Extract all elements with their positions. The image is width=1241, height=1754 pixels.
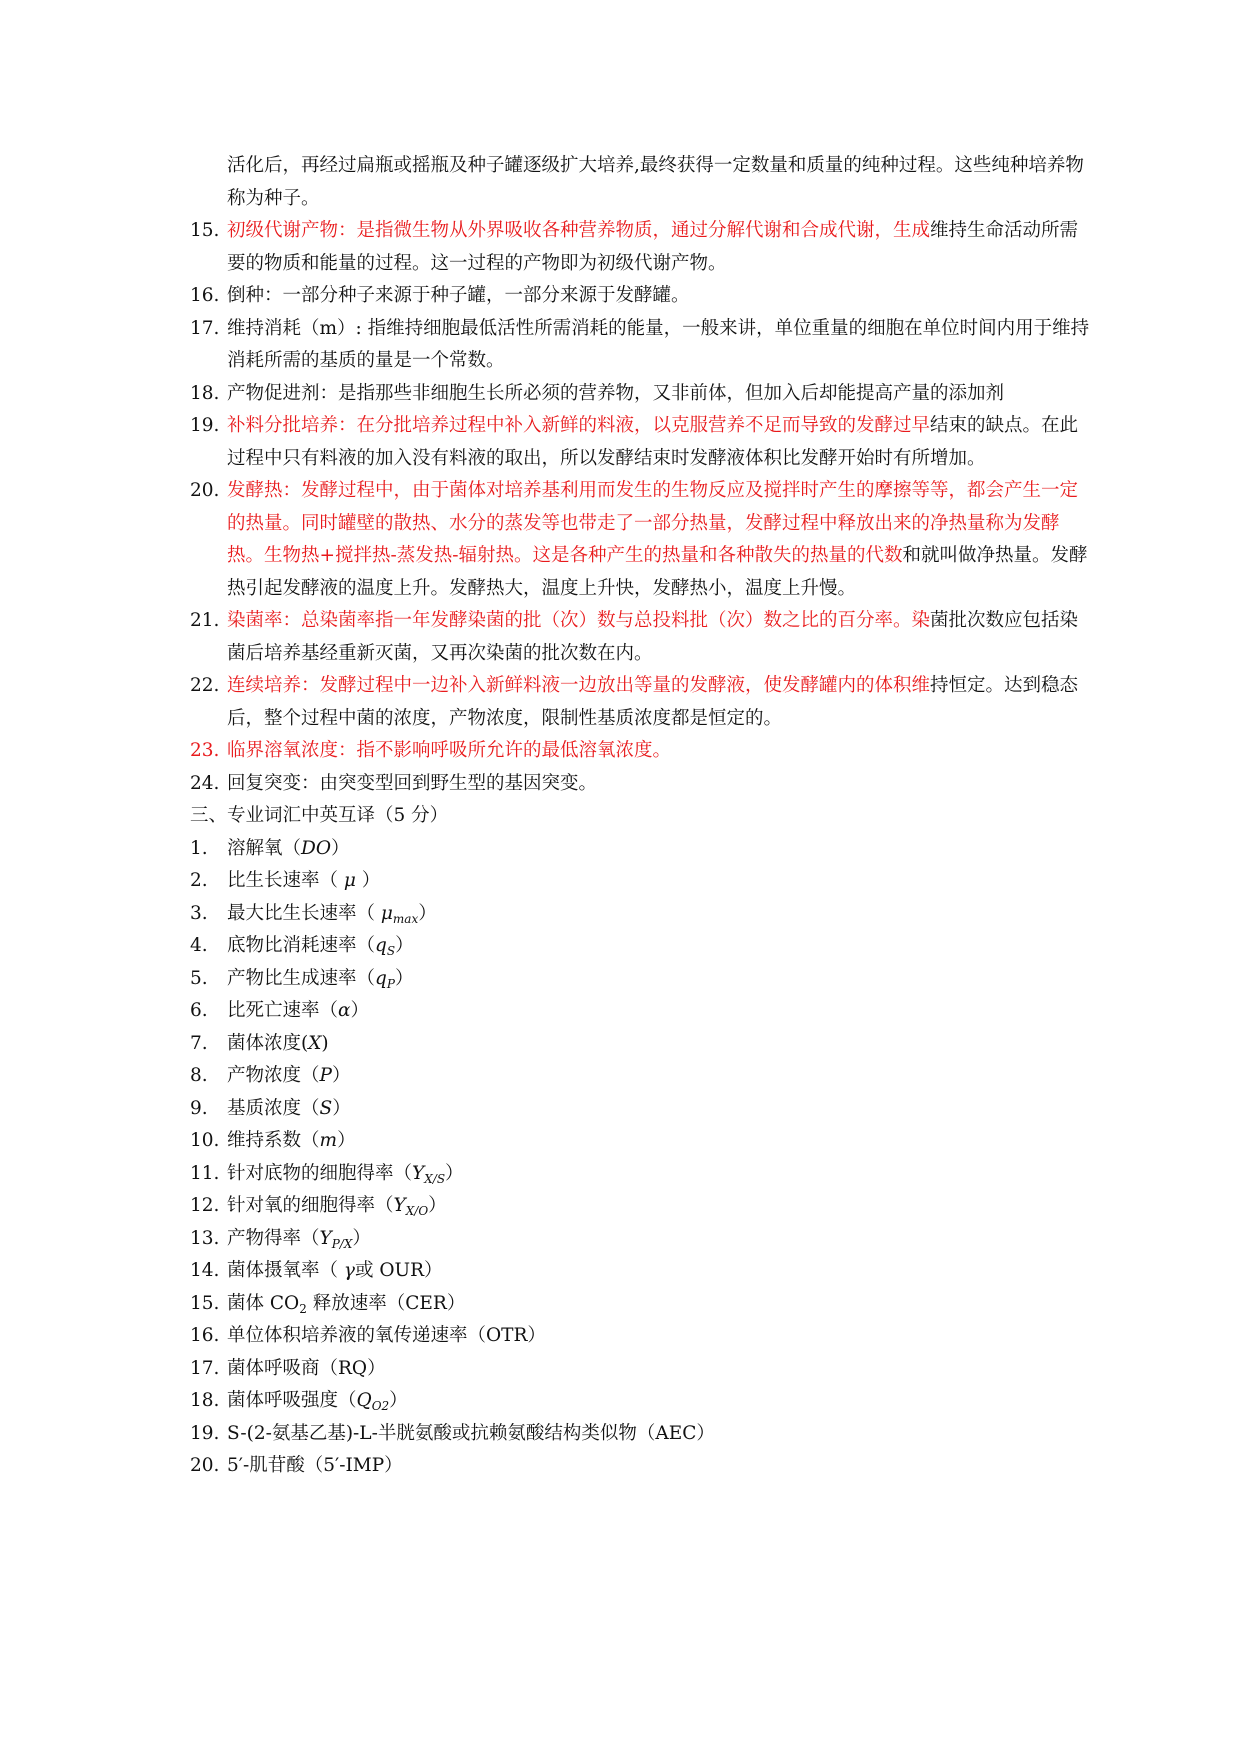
vocab-number: 18.	[190, 1390, 220, 1411]
vocab-term: S-(2-氨基乙基)-L-半胱氨酸或抗赖氨酸结构类似物（AEC）	[227, 1422, 715, 1444]
vocab-number: 19.	[190, 1422, 220, 1444]
vocab-term: 菌体 CO	[227, 1292, 300, 1314]
definition-text: 菌批次数应包括染菌后培养基经重新灭菌，又再次染菌的批次数在内。	[227, 610, 1079, 664]
vocab-term-tail: 释放速率（CER）	[306, 1292, 466, 1314]
vocab-term: 产物浓度（	[227, 1065, 320, 1086]
definition-number: 16.	[190, 285, 220, 306]
vocab-term: 底物比消耗速率（	[227, 935, 376, 956]
vocab-number: 14.	[190, 1260, 220, 1281]
vocab-list	[190, 833, 1090, 1483]
vocab-number: 17.	[190, 1357, 220, 1379]
definition-item	[190, 215, 1090, 280]
vocab-item	[190, 1060, 1090, 1093]
definition-text: 和就叫做净热量。发酵热引起发酵液的温度上升。发酵热大，温度上升快，发酵热小，温度上升慢。	[227, 545, 1088, 599]
definition-text: 结束的缺点。在此过程中只有料液的加入没有料液的取出，所以发酵结束时发酵液体积比发酵开始时有所增加。	[227, 415, 1079, 469]
vocab-subscript: O2	[371, 1399, 390, 1413]
vocab-item	[190, 1158, 1090, 1191]
definition-number: 22.	[190, 675, 220, 696]
vocab-term: 产物比生成速率（	[227, 967, 376, 989]
vocab-term: 产物得率（	[227, 1227, 320, 1249]
document-content	[190, 150, 1090, 1483]
vocab-number: 1.	[190, 837, 208, 859]
vocab-number: 11.	[190, 1162, 220, 1184]
vocab-term-tail: 或 OUR）	[354, 1260, 443, 1281]
vocab-term: 比死亡速率（	[227, 1000, 339, 1021]
definition-highlight-text: 补料分批培养：在分批培养过程中补入新鲜的料液，以克服营养不足而导致的发酵过早	[227, 415, 931, 436]
vocab-number: 4.	[190, 935, 208, 956]
vocab-item	[190, 1093, 1090, 1126]
vocab-number: 12.	[190, 1195, 220, 1216]
vocab-item	[190, 1125, 1090, 1158]
vocab-term-tail: ）	[395, 935, 414, 956]
vocab-symbol: S	[319, 1097, 333, 1119]
definition-number: 15.	[190, 220, 220, 241]
vocab-term: 针对底物的细胞得率（	[227, 1162, 413, 1184]
vocab-subscript: S	[386, 944, 396, 958]
vocab-term-tail: ）	[331, 1065, 351, 1086]
definition-item	[190, 410, 1090, 475]
vocab-number: 10.	[190, 1130, 220, 1151]
definition-text: 倒种：一部分种子来源于种子罐，一部分来源于发酵罐。	[227, 285, 690, 306]
vocab-item	[190, 1385, 1090, 1418]
vocab-term: 菌体浓度(	[227, 1032, 309, 1054]
definition-text: 持恒定。达到稳态后，整个过程中菌的浓度，产物浓度，限制性基质浓度都是恒定的。	[227, 675, 1079, 729]
vocab-subscript: P	[386, 976, 395, 991]
vocab-item	[190, 1288, 1090, 1321]
vocab-item	[190, 865, 1090, 898]
definition-item	[190, 735, 1090, 768]
definition-number: 17.	[190, 317, 220, 339]
definition-text: 回复突变：由突变型回到野生型的基因突变。	[227, 772, 598, 794]
vocab-number: 8.	[190, 1065, 208, 1086]
vocab-symbol: q	[375, 967, 387, 989]
vocab-term: 针对氧的细胞得率（	[227, 1195, 394, 1216]
vocab-subscript: X/O	[405, 1204, 429, 1218]
vocab-term-tail: )	[321, 1032, 329, 1054]
definition-item	[190, 670, 1090, 735]
vocab-term: 菌体摄氧率（	[227, 1260, 344, 1281]
vocab-number: 13.	[190, 1227, 220, 1249]
vocab-term-tail: ）	[428, 1195, 447, 1216]
vocab-term-tail: ）	[331, 837, 350, 859]
definition-highlight-text: 染菌率：总染菌率指一年发酵染菌的批（次）数与总投料批（次）数之比的百分率。染	[227, 610, 931, 631]
vocab-term: 菌体呼吸强度（	[227, 1390, 357, 1411]
definition-number: 23.	[190, 740, 220, 761]
vocab-term-tail: ）	[350, 1000, 370, 1021]
vocab-symbol: μ	[380, 902, 393, 924]
definition-highlight-text: 临界溶氧浓度：指不影响呼吸所允许的最低溶氧浓度。	[227, 740, 672, 761]
definition-highlight-text: 初级代谢产物：是指微生物从外界吸收各种营养物质，通过分解代谢和合成代谢，生成	[227, 220, 931, 241]
definition-highlight-text: 连续培养：发酵过程中一边补入新鲜料液一边放出等量的发酵液，使发酵罐内的体积维	[227, 675, 931, 696]
vocab-number: 16.	[190, 1325, 220, 1346]
vocab-term: 单位体积培养液的氧传递速率（OTR）	[227, 1325, 546, 1346]
definition-number: 21.	[190, 610, 220, 631]
vocab-term-tail: ）	[394, 967, 414, 989]
vocab-number: 6.	[190, 1000, 208, 1021]
definition-item	[190, 768, 1090, 801]
vocab-item	[190, 1320, 1090, 1353]
vocab-term-tail: ）	[445, 1162, 464, 1184]
vocab-term: 溶解氧（	[227, 837, 302, 859]
vocab-item	[190, 1353, 1090, 1386]
definition-item	[190, 280, 1090, 313]
vocab-term: 基质浓度（	[227, 1097, 320, 1119]
vocab-symbol: μ	[343, 870, 356, 891]
vocab-number: 2.	[190, 870, 208, 891]
continuation-paragraph	[190, 150, 1090, 215]
vocab-symbol: Y	[319, 1227, 332, 1249]
vocab-term: 比生长速率（	[227, 870, 344, 891]
vocab-term: 最大比生长速率（	[227, 902, 381, 924]
vocab-term-tail: ）	[389, 1390, 408, 1411]
vocab-item	[190, 1190, 1090, 1223]
vocab-number: 7.	[190, 1032, 208, 1054]
vocab-item	[190, 995, 1090, 1028]
vocab-term-tail: ）	[352, 1227, 371, 1249]
definition-item	[190, 313, 1090, 378]
vocab-subscript: X/S	[424, 1171, 446, 1186]
vocab-subscript: 2	[299, 1301, 307, 1316]
vocab-term-tail: ）	[332, 1097, 351, 1119]
vocab-symbol: γ	[343, 1260, 355, 1281]
vocab-symbol: m	[319, 1130, 338, 1151]
vocab-symbol: Y	[393, 1195, 406, 1216]
definitions-list	[190, 215, 1090, 800]
vocab-number: 5.	[190, 967, 208, 989]
vocab-term-tail: ）	[418, 902, 437, 924]
definition-item	[190, 475, 1090, 605]
vocab-term: 菌体呼吸商（RQ）	[227, 1357, 386, 1379]
vocab-item	[190, 930, 1090, 963]
definition-item	[190, 378, 1090, 411]
vocab-number: 20.	[190, 1455, 220, 1476]
definition-item	[190, 605, 1090, 670]
vocab-number: 9.	[190, 1097, 208, 1119]
section-heading-text: 三、专业词汇中英互译（5 分）	[190, 805, 449, 826]
definition-number: 19.	[190, 415, 220, 436]
vocab-item	[190, 898, 1090, 931]
section-heading	[190, 800, 1090, 833]
definition-number: 18.	[190, 382, 220, 404]
vocab-item	[190, 1450, 1090, 1483]
vocab-number: 15.	[190, 1292, 220, 1314]
vocab-symbol: Q	[356, 1390, 372, 1411]
vocab-symbol: DO	[301, 837, 332, 859]
definition-text: 产物促进剂：是指那些非细胞生长所必须的营养物，又非前体，但加入后却能提高产量的添加剂	[227, 382, 1005, 404]
vocab-item	[190, 833, 1090, 866]
vocab-symbol: P	[319, 1065, 332, 1086]
vocab-symbol: q	[375, 935, 387, 956]
vocab-subscript: P/X	[331, 1236, 353, 1251]
definition-text: 维持消耗（m）: 指维持细胞最低活性所需消耗的能量，一般来讲，单位重量的细胞在单位时间内用于维持消耗所需的基质的量是一个常数。	[227, 317, 1090, 371]
vocab-symbol: α	[338, 1000, 351, 1021]
definition-text: 维持生命活动所需要的物质和能量的过程。这一过程的产物即为初级代谢产物。	[227, 220, 1079, 274]
vocab-term: 5′-肌苷酸（5′-IMP）	[227, 1455, 403, 1476]
vocab-subscript: max	[392, 911, 419, 926]
vocab-term-tail: ）	[355, 870, 381, 891]
vocab-item	[190, 1418, 1090, 1451]
vocab-item	[190, 963, 1090, 996]
vocab-term: 维持系数（	[227, 1130, 320, 1151]
vocab-number: 3.	[190, 902, 208, 924]
definition-number: 20.	[190, 480, 220, 501]
continuation-text: 活化后，再经过扁瓶或摇瓶及种子罐逐级扩大培养,最终获得一定数量和质量的纯种过程。这些纯种培养物称为种子。	[227, 155, 1084, 209]
vocab-symbol: Y	[412, 1162, 425, 1184]
definition-number: 24.	[190, 772, 220, 794]
definition-highlight-text: 发酵热：发酵过程中，由于菌体对培养基利用而发生的生物反应及搅拌时产生的摩擦等等，都会产生一定的热量。同时罐壁的散热、水分的蒸发等也带走了一部分热量，发酵过程中释放出来的净热量称为发酵热。生物热+搅拌热-蒸发热-辐射热。这是各种产生的热量和各种散失的热量的代数	[227, 480, 1079, 566]
vocab-item	[190, 1255, 1090, 1288]
vocab-item	[190, 1028, 1090, 1061]
vocab-item	[190, 1223, 1090, 1256]
vocab-symbol: X	[308, 1032, 322, 1054]
vocab-term-tail: ）	[337, 1130, 356, 1151]
